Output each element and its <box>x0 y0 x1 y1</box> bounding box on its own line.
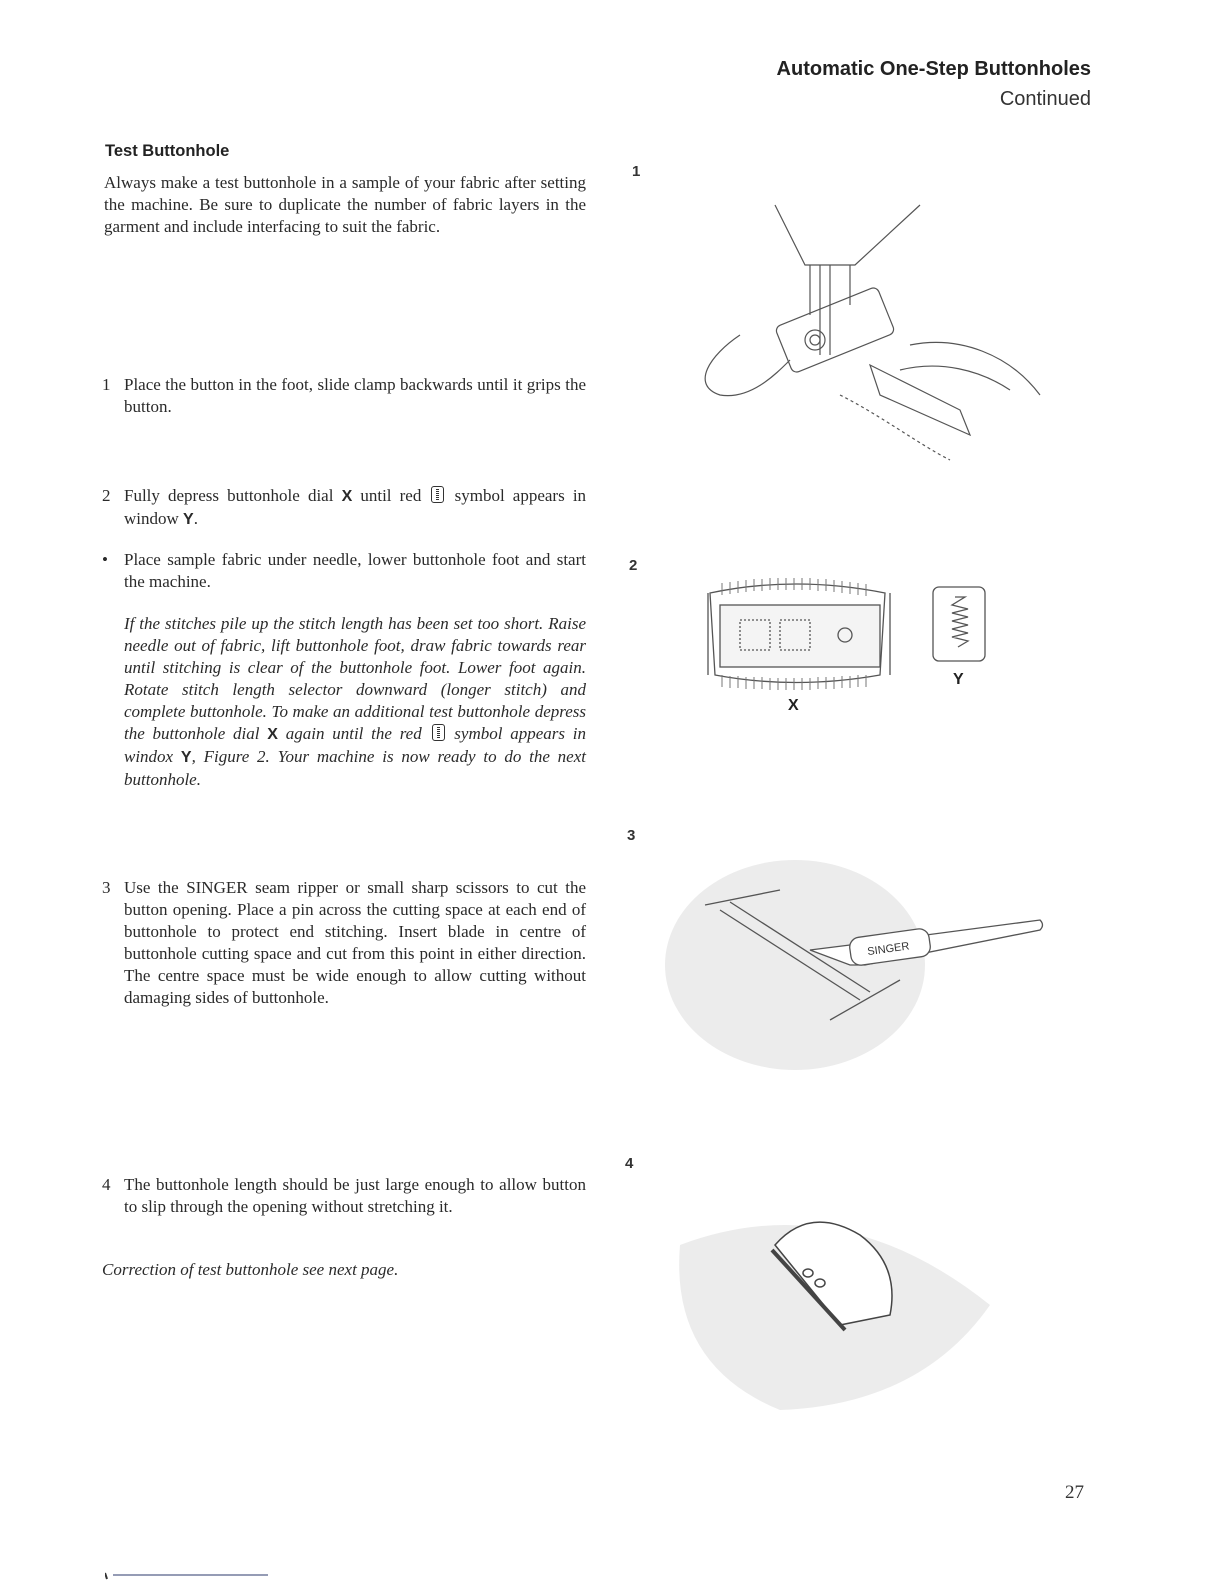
step-text: Place the button in the foot, slide clamp backwards until it grips the button. <box>124 375 586 416</box>
seam-ripper-brand-text: SINGER <box>866 940 911 959</box>
step-text-part: Fully depress buttonhole dial <box>124 486 334 505</box>
figure-2-label-y: Y <box>953 671 964 688</box>
step-text: Use the SINGER seam ripper or small sharp scissors to cut the button opening. Place a pin across the cutting space at each end of buttonhole to protect end stitching. Insert blade in centre of buttonhole cutting space and cut from this point in either direction. The centre space must be wide enough to allow cutting without damaging sides of buttonhole. <box>124 878 586 1007</box>
step-text: The buttonhole length should be just large enough to allow button to slip through the opening without stretching it. <box>124 1175 586 1216</box>
window-y-label: Y <box>183 511 194 528</box>
step-text-part: . <box>193 509 198 528</box>
figure-4-number: 4 <box>625 1155 634 1172</box>
note-part: If the stitches pile up the stitch length has been set too short. Raise needle out of fabric, lift buttonhole foot, draw fabric towards rear until stitching is clear of the buttonhole foot. Lower foot again. Rotate stitch length selector downward (longer stitch) and complete buttonhole. To make an additional test buttonhole depress the buttonhole dial <box>124 614 586 743</box>
figure-3-number: 3 <box>627 827 636 844</box>
figure-2-number: 2 <box>629 557 638 574</box>
step-number: 2 <box>102 486 111 505</box>
page-title: Automatic One-Step Buttonholes <box>776 58 1091 80</box>
step-number: 1 <box>102 375 111 394</box>
figure-1-buttonhole-foot-illustration <box>680 195 1060 470</box>
intro-paragraph: Always make a test buttonhole in a sample of your fabric after setting the machine. Be sure to duplicate the number of fabric layers in the garment and include interfacing to suit the fabric. <box>104 173 586 236</box>
section-title: Test Buttonhole <box>105 142 230 160</box>
step-text-part: symbol appears in window <box>124 486 587 528</box>
page-subtitle: Continued <box>999 88 1091 110</box>
page-number: 27 <box>1065 1482 1084 1503</box>
footer-rule <box>105 1571 275 1581</box>
dial-x-label: X <box>341 488 353 505</box>
step-text-part: until red <box>360 486 422 505</box>
figure-1-number: 1 <box>632 163 641 180</box>
troubleshooting-note <box>124 613 586 791</box>
step-number: 4 <box>102 1175 111 1194</box>
correction-note: Correction of test buttonhole see next page. <box>102 1260 399 1279</box>
step-2 <box>102 485 586 531</box>
note-part: , Figure 2. Your machine is now ready to do the next buttonhole. <box>124 747 586 789</box>
step-number: 3 <box>102 878 111 897</box>
buttonhole-symbol-icon <box>432 724 445 741</box>
figure-2-dial-and-window-illustration <box>700 575 1000 715</box>
step-1 <box>102 374 586 418</box>
dial-x-label: X <box>267 726 278 743</box>
window-y-label: Y <box>180 749 192 766</box>
figure-4-button-foot-illustration <box>660 1165 1000 1415</box>
step-3 <box>102 877 586 1009</box>
note-part: again until the red <box>285 724 422 743</box>
figure-3-seam-ripper-illustration <box>660 850 1050 1080</box>
figure-2-label-x: X <box>788 697 799 714</box>
buttonhole-symbol-icon <box>431 486 444 503</box>
note-part: symbol appears in windox <box>124 724 587 766</box>
bullet-step <box>102 549 586 593</box>
bullet-marker: • <box>102 550 108 569</box>
step-text <box>124 485 586 531</box>
step-text: Place sample fabric under needle, lower buttonhole foot and start the machine. <box>124 550 586 591</box>
step-4 <box>102 1174 586 1218</box>
